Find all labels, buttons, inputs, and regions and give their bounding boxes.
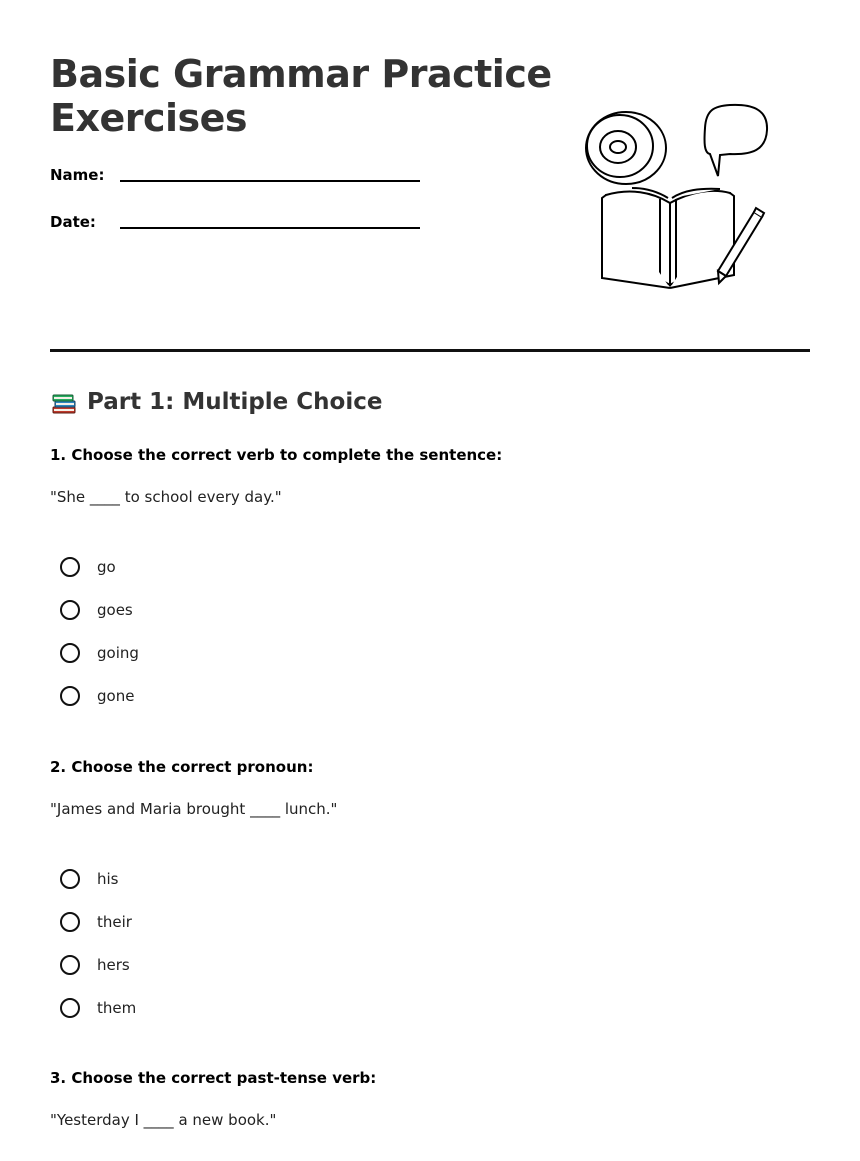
- page-title: [50, 52, 552, 140]
- option-going[interactable]: [60, 631, 139, 674]
- disc-icon: [586, 112, 666, 184]
- speech-bubble-icon: [705, 105, 768, 176]
- radio-button[interactable]: [60, 998, 80, 1018]
- date-line[interactable]: [120, 227, 420, 229]
- option-label: going: [97, 643, 139, 662]
- question-sentence: "James and Maria brought ____ lunch.": [50, 800, 338, 818]
- radio-button[interactable]: [60, 955, 80, 975]
- option-label: his: [97, 869, 119, 888]
- answer-options: [60, 545, 139, 717]
- open-book-icon: [602, 188, 734, 288]
- name-line[interactable]: [120, 180, 420, 182]
- part1-title: [50, 388, 382, 416]
- option-label: go: [97, 557, 116, 576]
- radio-button[interactable]: [60, 600, 80, 620]
- option-go[interactable]: [60, 545, 139, 588]
- section-divider: [50, 349, 810, 352]
- option-his[interactable]: [60, 857, 136, 900]
- question-prompt: 3. Choose the correct past-tense verb:: [50, 1069, 377, 1087]
- name-label: Name:: [50, 166, 105, 184]
- title-line-1: Basic Grammar Practice: [50, 52, 552, 96]
- question-prompt: 2. Choose the correct pronoun:: [50, 758, 314, 776]
- radio-button[interactable]: [60, 869, 80, 889]
- radio-button[interactable]: [60, 557, 80, 577]
- part1-title-text: Part 1: Multiple Choice: [87, 389, 383, 415]
- option-label: goes: [97, 600, 133, 619]
- books-icon: [50, 388, 78, 416]
- option-them[interactable]: [60, 986, 136, 1029]
- illustration: [580, 100, 780, 290]
- radio-button[interactable]: [60, 686, 80, 706]
- option-label: their: [97, 912, 132, 931]
- option-label: them: [97, 998, 137, 1017]
- date-label: Date:: [50, 213, 96, 231]
- option-their[interactable]: [60, 900, 136, 943]
- question-prompt: 1. Choose the correct verb to complete the sentence:: [50, 446, 503, 464]
- answer-options: [60, 857, 136, 1029]
- question-sentence: "She ____ to school every day.": [50, 488, 282, 506]
- title-line-2: Exercises: [50, 96, 248, 140]
- option-gone[interactable]: [60, 674, 139, 717]
- radio-button[interactable]: [60, 643, 80, 663]
- option-goes[interactable]: [60, 588, 139, 631]
- option-label: gone: [97, 686, 135, 705]
- option-hers[interactable]: [60, 943, 136, 986]
- radio-button[interactable]: [60, 912, 80, 932]
- option-label: hers: [97, 955, 130, 974]
- question-sentence: "Yesterday I ____ a new book.": [50, 1111, 277, 1129]
